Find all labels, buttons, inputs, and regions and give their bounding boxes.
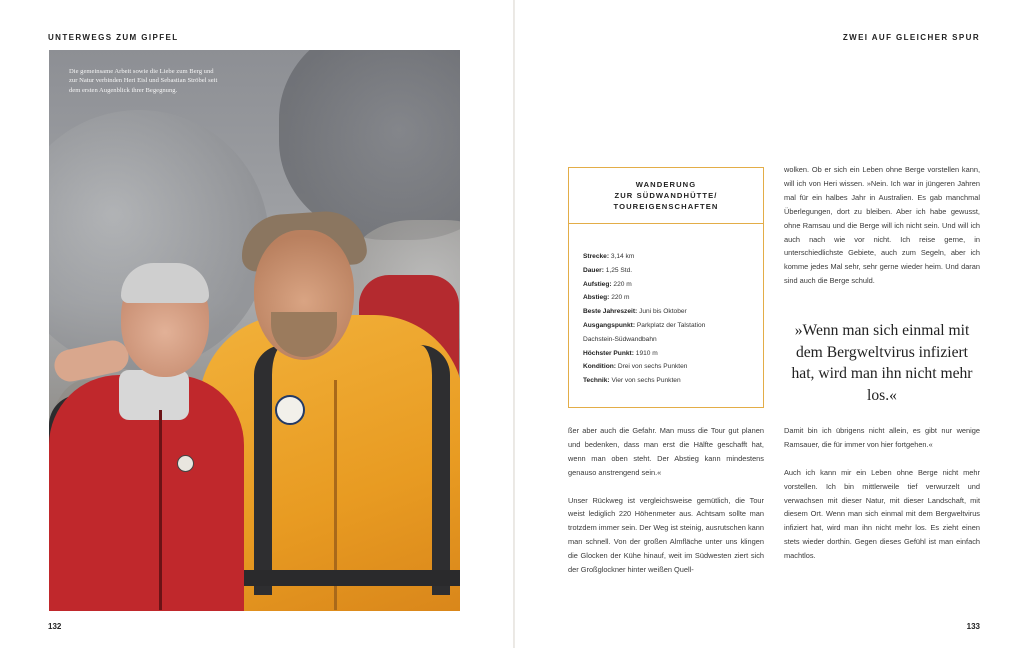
grey-hair [121, 263, 209, 303]
tour-info-title-line: WANDERUNG [635, 180, 697, 189]
tour-info-row [583, 347, 758, 361]
body-column-right-top [784, 163, 980, 288]
gutter [513, 0, 515, 648]
tour-info-list [583, 250, 758, 388]
photo-caption: Die gemeinsame Arbeit sowie die Liebe zum Berg und zur Natur verbinden Heri Eisl und Sebastian Ströbel seit dem ersten Augenblick ihrer Begegnung. [69, 68, 218, 94]
tour-info-value: Drei von sechs Punkten [617, 363, 688, 371]
shirt-collar [119, 370, 189, 420]
body-paragraph: Auch ich kann mir ein Leben ohne Berge nicht mehr vorstellen. Ich bin mittlerweile tief verwurzelt und verwachsen mit dieser Natur, mit dieser Landschaft, mit diesem Ort. Wenn man sich einmal mit dem Bergweltvirus infiziert hat, wird man ihn nicht mehr los. Es zieht einen stets wieder dorthin. Gegen dieses Gefühl ist man einfach machtlos. [784, 467, 980, 561]
tour-info-value: 220 m [613, 280, 632, 288]
tour-info-label: Ausgangspunkt: [583, 321, 636, 329]
tour-info-row [583, 360, 758, 374]
mountain-rescue-badge-icon [275, 395, 305, 425]
tour-info-value: 3,14 km [610, 253, 635, 260]
tour-info-title-line: ZUR SÜDWANDHÜTTE/ [614, 191, 718, 200]
tour-info-value: Parkplatz der Talstation [636, 321, 706, 329]
tour-info-row [583, 319, 758, 333]
tour-info-value: Dachstein-Südwandbahn [583, 335, 657, 343]
portrait-photo [49, 50, 460, 611]
tour-info-row [583, 374, 758, 388]
tour-info-row [583, 291, 758, 305]
tour-info-label: Technik: [583, 377, 610, 385]
tour-info-label: Dauer: [583, 266, 604, 274]
body-paragraph: Unser Rückweg ist vergleichsweise gemütlich, die Tour weist lediglich 220 Höhenmeter aus. Achtsam sollte man trotzdem immer sein. Der Weg ist steinig, ausrutschen kann man schnell. Von der großen Almfläche unter uns klingen die Glocken der Kühe hinauf, weit im Südwesten ziert sich der Großglockner hinter weißen Quell- [568, 495, 764, 575]
body-paragraph: wolken. Ob er sich ein Leben ohne Berge vorstellen kann, will ich von Heri wissen. »Nein. Ich war in jüngeren Jahren mal für ein halbes Jahr in Australien. Es gab manchmal Überlegungen, dort zu bleiben. Aber ich habe gewusst, ohne Ramsau und die Berge will ich nicht sein. Und will ich auch nach wie vor nicht. Ich reise gerne, in unterschiedlichste Gebiete, auch zum Segeln, aber ich komme jedes Mal sehr, sehr gerne wieder heim. Und daran sind auch die Berge schuld. [784, 165, 980, 286]
tour-info-row [583, 333, 758, 347]
tour-info-label: Aufstieg: [583, 280, 612, 288]
rock-background [279, 50, 460, 240]
tour-info-row [583, 250, 758, 264]
vest-zipper [159, 410, 162, 610]
tour-info-row [583, 264, 758, 278]
tour-info-value: 1910 m [635, 349, 658, 357]
tour-info-value: Vier von sechs Punkten [611, 377, 681, 385]
tour-info-label: Kondition: [583, 363, 616, 371]
tour-info-title [569, 168, 763, 224]
pull-quote: »Wenn man sich einmal mit dem Bergweltvirus infiziert hat, wird man ihn nicht mehr los.« [791, 322, 973, 404]
tour-info-row [583, 305, 758, 319]
tour-info-value: 1,25 Std. [605, 266, 633, 274]
tour-info-label: Abstieg: [583, 294, 610, 302]
tour-info-box [568, 167, 764, 408]
tour-info-title-line: TOUREIGENSCHAFTEN [613, 202, 719, 211]
running-head-right: ZWEI AUF GLEICHER SPUR [842, 33, 980, 42]
tour-info-value: 220 m [611, 294, 630, 302]
vest-badge-icon [177, 455, 194, 472]
hip-belt [224, 570, 460, 586]
body-paragraph: ßer aber auch die Gefahr. Man muss die Tour gut planen und bedenken, dass man erst die Hälfte geschafft hat, wenn man oben steht. Der Abstieg kann mindestens genauso anstrengend sein.« [568, 426, 764, 477]
tour-info-label: Beste Jahreszeit: [583, 308, 638, 316]
running-head-left: UNTERWEGS ZUM GIPFEL [48, 33, 179, 42]
backpack-straps [254, 345, 450, 595]
tour-info-row [583, 278, 758, 292]
body-paragraph: Damit bin ich übrigens nicht allein, es gibt nur wenige Ramsauer, die für immer von hier fortgehen.« [784, 426, 980, 449]
tour-info-label: Strecke: [583, 253, 610, 260]
tour-info-label: Höchster Punkt: [583, 349, 634, 357]
body-column-right-bottom [784, 424, 980, 563]
tour-info-value: Juni bis Oktober [639, 308, 687, 316]
page-number-left: 132 [48, 622, 62, 631]
body-column-left [568, 424, 764, 577]
page-number-right: 133 [966, 622, 980, 631]
